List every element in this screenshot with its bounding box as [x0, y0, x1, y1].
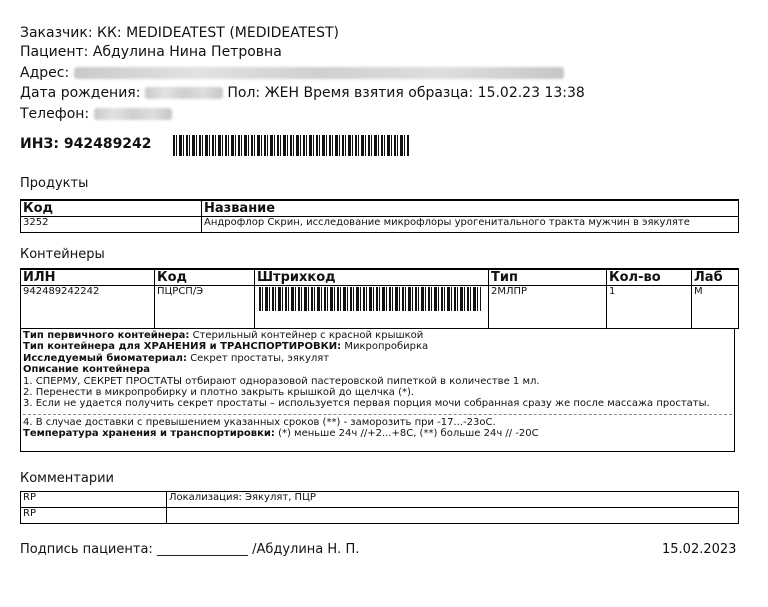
- biomaterial-label: Исследуемый биоматериал:: [23, 352, 188, 364]
- signature-line: [20, 542, 359, 557]
- signature-blank: ______________: [156, 542, 248, 557]
- step-3: 3. Если не удается получить секрет простаты – используется первая порция мочи собранная сразу же после массажа простаты.: [23, 398, 710, 410]
- inz: [20, 136, 152, 152]
- comment-text: Локализация: Эякулят, ПЦР: [167, 492, 739, 508]
- sex-value: ЖЕН: [264, 85, 300, 101]
- address-redacted: [74, 67, 564, 79]
- comments-title: Комментарии: [20, 471, 114, 486]
- storage-value: Микропробирка: [344, 341, 429, 353]
- col-lab: Лаб: [692, 269, 739, 286]
- patient-label: Пациент:: [20, 44, 89, 60]
- temp-label: Температура хранения и транспортировки:: [23, 428, 275, 440]
- step-2: 2. Перенести в микропробирку и плотно закрыть крышкой до щелчка (*).: [23, 387, 415, 399]
- document-date: 15.02.2023: [662, 542, 737, 557]
- storage-label: Тип контейнера для ХРАНЕНИЯ и ТРАНСПОРТИРОВКИ:: [23, 341, 342, 353]
- products-title: Продукты: [20, 176, 89, 191]
- container-iln: 942489242242: [21, 286, 155, 329]
- table-row: [21, 217, 739, 233]
- col-type: Тип: [489, 269, 607, 286]
- patient-line: [20, 42, 282, 62]
- col-code: Код: [155, 269, 255, 286]
- product-code: 3252: [21, 217, 202, 233]
- customer-line: [20, 23, 339, 43]
- dob-redacted: [145, 87, 223, 99]
- container-lab: М: [692, 286, 739, 329]
- product-name: Андрофлор Скрин, исследование микрофлоры урогенитального тракта мужчин в эякуляте: [202, 217, 739, 233]
- signature-label: Подпись пациента:: [20, 542, 153, 557]
- container-barcode: [259, 287, 481, 311]
- inz-value: 942489242: [63, 136, 152, 152]
- containers-table: [20, 268, 739, 329]
- col-barcode: Штрихкод: [255, 269, 489, 286]
- inz-barcode: [173, 135, 409, 156]
- patient-value: Абдулина Нина Петровна: [92, 44, 282, 60]
- inz-label: ИНЗ:: [20, 136, 59, 152]
- products-header: [21, 200, 739, 217]
- address-line: [20, 63, 564, 83]
- dob-label: Дата рождения:: [20, 85, 141, 101]
- table-row: [21, 508, 739, 524]
- container-notes: [20, 328, 735, 452]
- sample-time-label: Время взятия образца:: [303, 85, 474, 101]
- comment-text: [167, 508, 739, 524]
- comments-table: [20, 491, 739, 524]
- phone-line: [20, 104, 172, 124]
- sex-label: Пол:: [227, 85, 261, 101]
- phone-redacted: [94, 108, 172, 120]
- table-row: [21, 286, 739, 329]
- containers-title: Контейнеры: [20, 247, 105, 262]
- comment-code: RP: [21, 508, 167, 524]
- biomaterial-value: Секрет простаты, эякулят: [190, 352, 330, 364]
- signature-name: /Абдулина Н. П.: [252, 542, 360, 557]
- col-iln: ИЛН: [21, 269, 155, 286]
- container-type: 2МЛПР: [489, 286, 607, 329]
- step-1: 1. СПЕРМУ, СЕКРЕТ ПРОСТАТЫ отбирают одноразовой пастеровской пипеткой в количестве 1 мл.: [23, 375, 540, 387]
- container-qty: 1: [607, 286, 692, 329]
- container-code: ПЦРСП/Э: [155, 286, 255, 329]
- step-4: 4. В случае доставки с превышением указанных сроков (**) - заморозить при -17...-23оС.: [23, 414, 732, 428]
- sample-time-value: 15.02.23 13:38: [477, 85, 585, 101]
- dob-line: [20, 83, 585, 103]
- temp-value: (*) меньше 24ч //+2...+8С, (**) больше 24ч // -20С: [278, 428, 539, 440]
- desc-label: Описание контейнера: [23, 364, 151, 376]
- primary-label: Тип первичного контейнера:: [23, 330, 190, 341]
- customer-label: Заказчик:: [20, 25, 93, 41]
- products-table: [20, 199, 739, 233]
- col-qty: Кол-во: [607, 269, 692, 286]
- container-barcode-cell: [255, 286, 489, 329]
- comment-code: RP: [21, 492, 167, 508]
- containers-header: [21, 269, 739, 286]
- col-code: Код: [21, 200, 202, 217]
- phone-label: Телефон:: [20, 106, 90, 122]
- table-row: [21, 492, 739, 508]
- col-name: Название: [202, 200, 739, 217]
- primary-value: Стерильный контейнер с красной крышкой: [192, 330, 424, 341]
- customer-value: КК: MEDIDEATEST (MEDIDEATEST): [97, 25, 340, 41]
- address-label: Адрес:: [20, 65, 70, 81]
